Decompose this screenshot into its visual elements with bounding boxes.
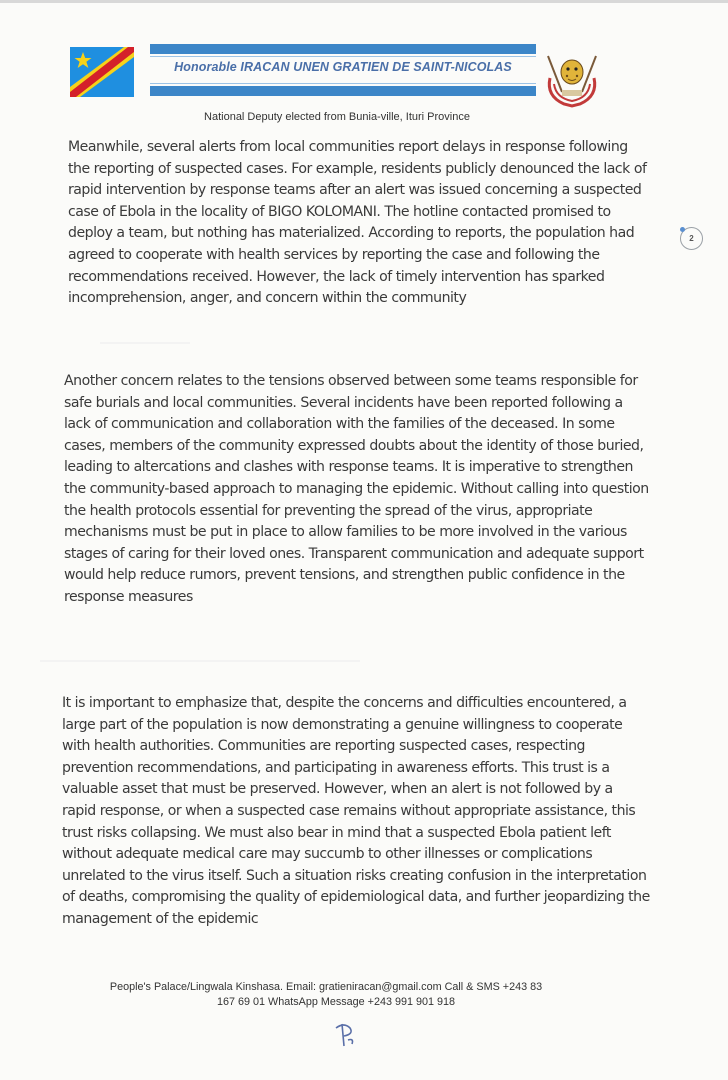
paragraph-alerts-delays: Meanwhile, several alerts from local communities report delays in response following the reporting of suspected cases. For example, residents publicly denounced the lack of rapid intervention by response teams after an alert was issued concerning a suspected case of Ebola in the locality of BIGO KOLOMANI. The hotline contacted promised to deploy a team, but nothing has materialized. According to reports, the population had agreed to cooperate with health services by reporting the case and following the recommendations received. However, the lack of timely intervention has sparked incomprehension, anger, and concern within the community bbox=[68, 139, 647, 307]
deputy-name-title: Honorable IRACAN UNEN GRATIEN DE SAINT-NICOLAS bbox=[174, 60, 512, 74]
scan-artifact bbox=[100, 342, 190, 344]
page-number-badge: 2 bbox=[680, 227, 703, 250]
drc-flag-icon bbox=[70, 47, 134, 97]
letterhead bbox=[0, 0, 728, 130]
coat-of-arms-icon bbox=[542, 48, 602, 110]
header-band bbox=[150, 44, 536, 96]
deputy-subtitle: National Deputy elected from Bunia-ville, Ituri Province bbox=[204, 111, 470, 123]
contact-footer bbox=[96, 980, 556, 1010]
paragraph-community-trust: It is important to emphasize that, despite the concerns and difficulties encountered, a large part of the population is now demonstrating a genuine willingness to cooperate with health authorities. Communities are reporting suspected cases, respecting prevention recommendations, and participating in awareness efforts. This trust is a valuable asset that must be preserved. However, when an alert is not followed by a rapid response, or when a suspected case remains without appropriate assistance, this trust risks collapsing. We must also bear in mind that a suspected Ebola patient left without adequate medical care may succumb to other illnesses or complications unrelated to the virus itself. Such a situation risks creating confusion in the interpretation of deaths, compromising the quality of epidemiological data, and further jeopardizing the management of the epidemic bbox=[62, 695, 650, 927]
paragraph-burial-tensions: Another concern relates to the tensions observed between some teams responsible for safe burials and local communities. Several incidents have been reported following a lack of communication and collaboration with the families of the deceased. In some cases, members of the community expressed doubts about the identity of those buried, leading to altercations and clashes with response teams. It is imperative to strengthen the community-based approach to managing the epidemic. Without calling into question the health protocols essential for preventing the spread of the virus, appropriate mechanisms must be put in place to allow families to be more involved in the various stages of caring for their loved ones. Transparent communication and adequate support would help reduce rumors, prevent tensions, and strengthen public confidence in the response measures bbox=[64, 373, 649, 605]
signature-mark-icon bbox=[330, 1020, 360, 1050]
scan-artifact bbox=[40, 660, 360, 662]
footer-phone-line: 167 69 01 WhatsApp Message +243 991 901 918 bbox=[216, 996, 455, 1008]
footer-address-line: People's Palace/Lingwala Kinshasa. Email: gratieniracan@gmail.com Call & SMS +243 83 bbox=[109, 981, 543, 993]
